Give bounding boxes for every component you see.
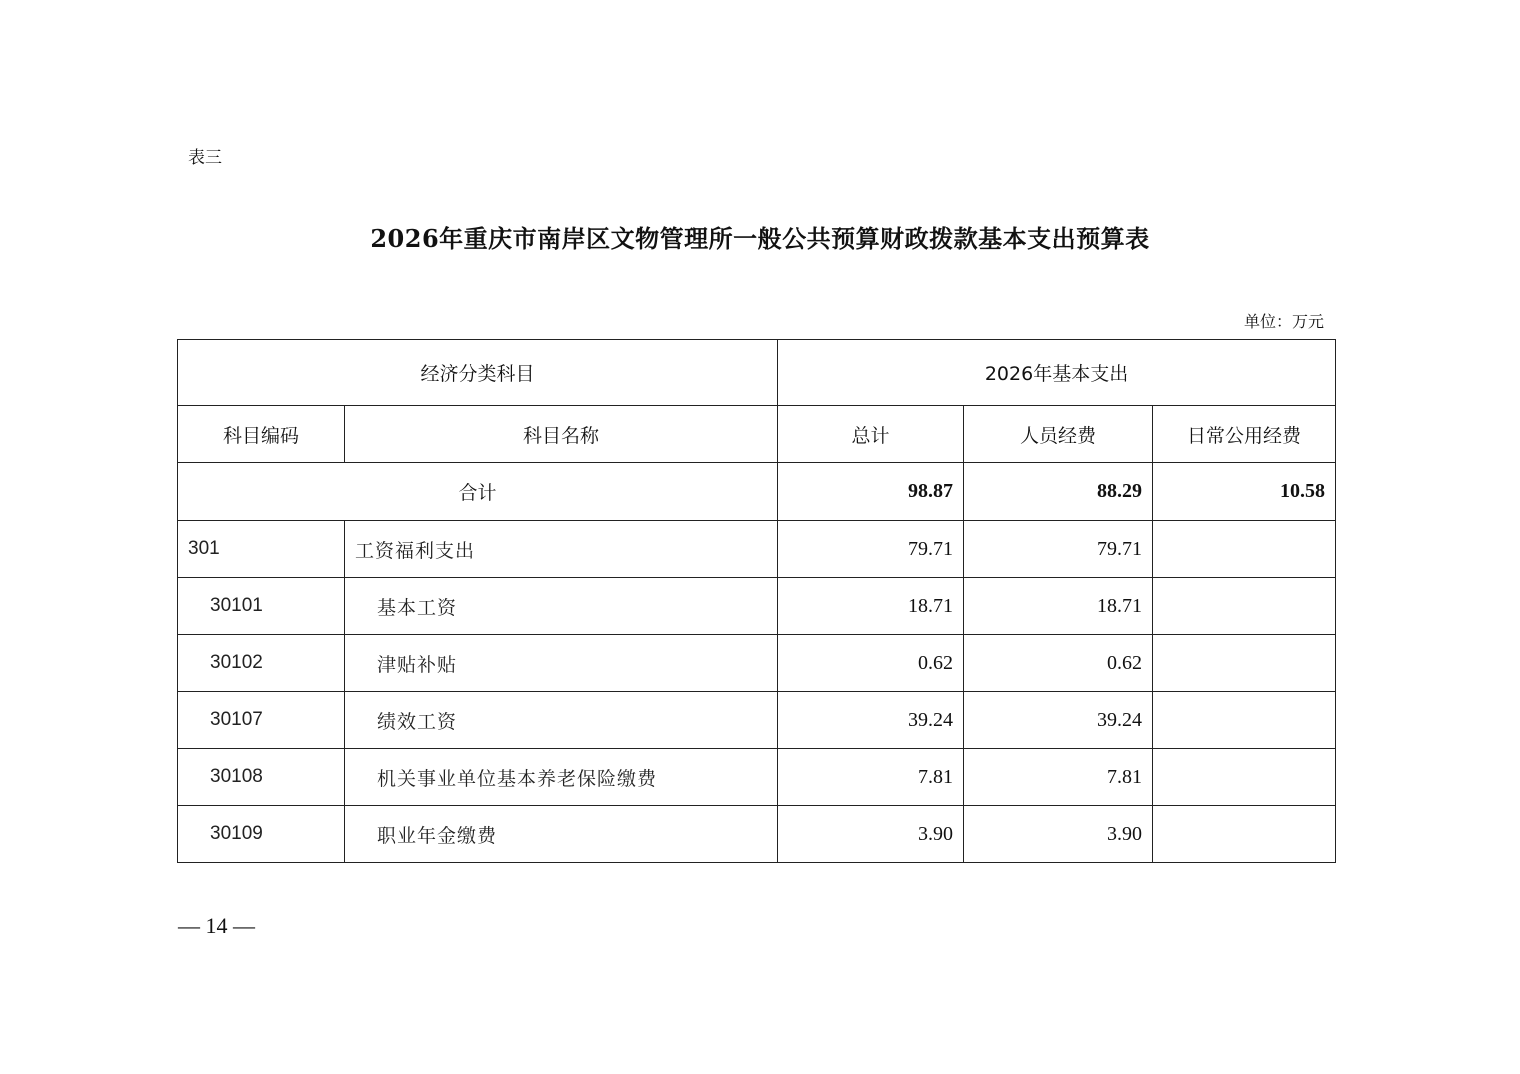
row-public (1153, 806, 1336, 863)
row-personnel: 7.81 (964, 749, 1153, 806)
table-row (178, 806, 1336, 863)
personnel-column-header: 人员经费 (964, 406, 1153, 463)
basic-expenditure-header: 2026年基本支出 (778, 340, 1336, 406)
row-personnel: 0.62 (964, 635, 1153, 692)
table-row (178, 521, 1336, 578)
row-name: 工资福利支出 (345, 521, 778, 578)
summary-public: 10.58 (1153, 463, 1336, 521)
row-name: 基本工资 (345, 578, 778, 635)
row-code: 30108 (178, 749, 345, 806)
row-personnel: 3.90 (964, 806, 1153, 863)
row-name: 津贴补贴 (345, 635, 778, 692)
row-total: 39.24 (778, 692, 964, 749)
unit-label: 单位：万元 (1243, 312, 1324, 331)
row-name: 职业年金缴费 (345, 806, 778, 863)
row-total: 3.90 (778, 806, 964, 863)
row-code: 301 (178, 521, 345, 578)
document-title: 2026年重庆市南岸区文物管理所一般公共预算财政拨款基本支出预算表 (370, 224, 1150, 253)
row-total: 18.71 (778, 578, 964, 635)
row-code: 30109 (178, 806, 345, 863)
code-column-header: 科目编码 (178, 406, 345, 463)
summary-total: 98.87 (778, 463, 964, 521)
row-personnel: 79.71 (964, 521, 1153, 578)
econ-category-header: 经济分类科目 (178, 340, 778, 406)
row-code: 30102 (178, 635, 345, 692)
table-row (178, 635, 1336, 692)
total-column-header: 总计 (778, 406, 964, 463)
summary-personnel: 88.29 (964, 463, 1153, 521)
page-number: — 14 — (178, 913, 255, 938)
table-row (178, 692, 1336, 749)
summary-row (178, 463, 1336, 521)
row-public (1153, 635, 1336, 692)
row-name: 绩效工资 (345, 692, 778, 749)
row-personnel: 18.71 (964, 578, 1153, 635)
row-code: 30107 (178, 692, 345, 749)
public-column-header: 日常公用经费 (1153, 406, 1336, 463)
row-total: 79.71 (778, 521, 964, 578)
row-public (1153, 521, 1336, 578)
header-group-row (178, 340, 1336, 406)
row-code: 30101 (178, 578, 345, 635)
table-row (178, 578, 1336, 635)
row-public (1153, 692, 1336, 749)
table-label: 表三 (188, 148, 222, 168)
row-total: 0.62 (778, 635, 964, 692)
row-public (1153, 578, 1336, 635)
name-column-header: 科目名称 (345, 406, 778, 463)
column-header-row (178, 406, 1336, 463)
row-public (1153, 749, 1336, 806)
row-name: 机关事业单位基本养老保险缴费 (345, 749, 778, 806)
row-total: 7.81 (778, 749, 964, 806)
budget-table (177, 339, 1336, 863)
row-personnel: 39.24 (964, 692, 1153, 749)
table-row (178, 749, 1336, 806)
summary-label: 合计 (178, 463, 778, 521)
